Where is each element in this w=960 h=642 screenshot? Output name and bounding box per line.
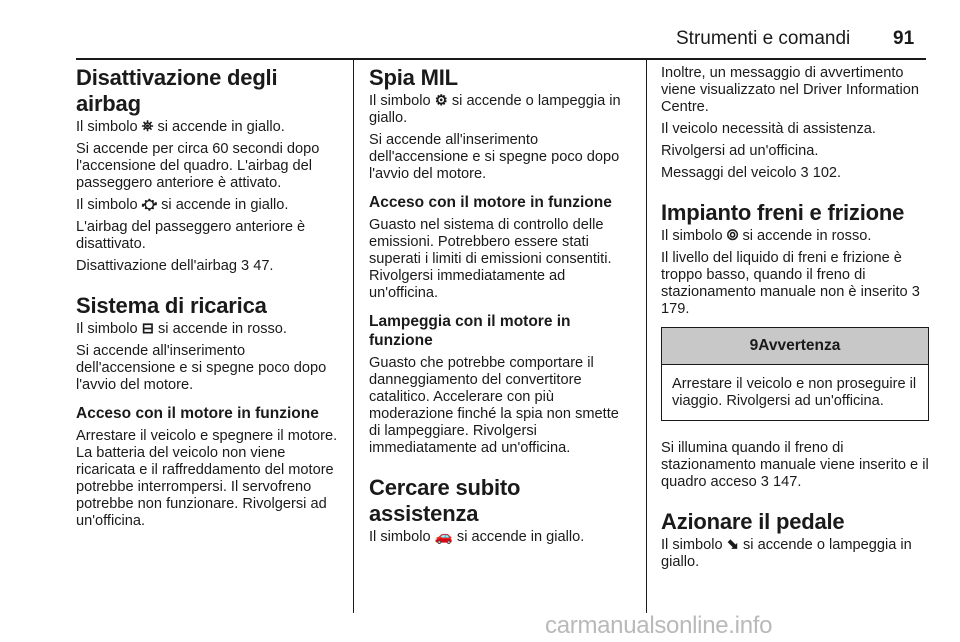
paragraph: Il simbolo ⊟ si accende in rosso. xyxy=(76,321,287,337)
paragraph: Il simbolo ⬊ si accende o lampeggia in giallo. xyxy=(661,537,912,570)
page-reference[interactable]: 3 179. xyxy=(661,284,920,317)
paragraph: Si accende all'inserimento dell'accensione e si spegne poco dopo l'avvio del motore. xyxy=(76,343,327,393)
paragraph: Inoltre, un messaggio di avvertimento viene visualizzato nel Driver Information Centre. xyxy=(661,65,919,115)
paragraph: Rivolgersi ad un'officina. xyxy=(661,143,819,159)
paragraph: Il veicolo necessità di assistenza. xyxy=(661,121,876,137)
column-2 xyxy=(369,65,633,551)
section-heading-airbag: Disattivazione degli airbag xyxy=(76,65,278,116)
subheading: Acceso con il motore in funzione xyxy=(369,194,612,211)
warning-icon: 9 xyxy=(749,337,759,354)
engine-icon: ⚙ xyxy=(434,93,448,109)
airbag-off-icon: ⛮ xyxy=(141,197,158,213)
warning-title: Avvertenza xyxy=(758,337,841,354)
paragraph: Si illumina quando il freno di stazionamento manuale viene inserito e il quadro acceso 3 147. xyxy=(661,440,929,490)
section-heading-mil: Spia MIL xyxy=(369,65,458,90)
paragraph: Il simbolo ⚙ si accende o lampeggia in giallo. xyxy=(369,93,621,126)
subheading: Lampeggia con il motore in funzione xyxy=(369,313,571,349)
page-reference[interactable]: 3 102. xyxy=(800,165,842,181)
page-number: 91 xyxy=(893,28,915,49)
paragraph: Il simbolo ⦾ si accende in rosso. xyxy=(661,228,872,244)
paragraph: Guasto che potrebbe comportare il danneggiamento del convertitore catalitico. Accelerare con più moderazione finché la spia non smette di lampeggiare. Rivolgersi immediatamente ad un'officina. xyxy=(369,355,619,456)
column-divider xyxy=(353,60,354,613)
warning-box-text: Arrestare il veicolo e non proseguire il viaggio. Rivolgersi ad un'officina. xyxy=(672,376,917,409)
section-heading-pedal: Azionare il pedale xyxy=(661,509,845,534)
pedal-icon: ⬊ xyxy=(726,537,739,553)
paragraph: Si accende per circa 60 secondi dopo l'accensione del quadro. L'airbag del passeggero anteriore è attivato. xyxy=(76,141,320,191)
column-divider xyxy=(646,60,647,613)
paragraph: Il simbolo ⛯ si accende in giallo. xyxy=(76,119,285,135)
paragraph: L'airbag del passeggero anteriore è disattivato. xyxy=(76,219,306,252)
header-rule xyxy=(76,58,926,60)
paragraph: Guasto nel sistema di controllo delle emissioni. Potrebbero essere stati superati i limiti di emissioni consentiti. Rivolgersi immediatamente ad un'officina. xyxy=(369,217,612,301)
paragraph: Il livello del liquido di freni e frizione è troppo basso, quando il freno di stazionamento manuale non è inserito 3 179. xyxy=(661,250,920,317)
paragraph: Messaggi del veicolo 3 102. xyxy=(661,165,842,181)
paragraph: Il simbolo 🚗 si accende in giallo. xyxy=(369,529,585,545)
airbag-on-icon: ⛯ xyxy=(141,119,154,135)
car-service-icon: 🚗 xyxy=(434,529,453,545)
brake-icon: ⦾ xyxy=(726,228,739,244)
paragraph: Disattivazione dell'airbag 3 47. xyxy=(76,258,274,274)
paragraph: Il simbolo ⛮ si accende in giallo. xyxy=(76,197,289,213)
subheading: Acceso con il motore in funzione xyxy=(76,405,319,422)
paragraph: Si accende all'inserimento dell'accensione e si spegne poco dopo l'avvio del motore. xyxy=(369,132,620,182)
section-heading-charging: Sistema di ricarica xyxy=(76,293,267,318)
section-heading-brakes: Impianto freni e frizione xyxy=(661,200,905,225)
running-header-title: Strumenti e comandi xyxy=(676,28,851,49)
paragraph: Arrestare il veicolo e spegnere il motore. La batteria del veicolo non viene ricaricata e il raffreddamento del motore potrebbe interrompersi. Il servofreno potrebbe non funzionare. Rivolgersi ad un'officina. xyxy=(76,428,338,529)
battery-icon: ⊟ xyxy=(141,321,154,337)
page-reference[interactable]: 3 47. xyxy=(241,258,274,274)
column-3 xyxy=(661,65,929,576)
warning-box xyxy=(661,327,929,421)
page-reference[interactable]: 3 147. xyxy=(760,474,802,490)
watermark: carmanualsonline.info xyxy=(545,612,773,639)
column-1 xyxy=(76,65,348,535)
section-heading-service: Cercare subito assistenza xyxy=(369,475,521,526)
warning-box-header xyxy=(662,328,928,365)
